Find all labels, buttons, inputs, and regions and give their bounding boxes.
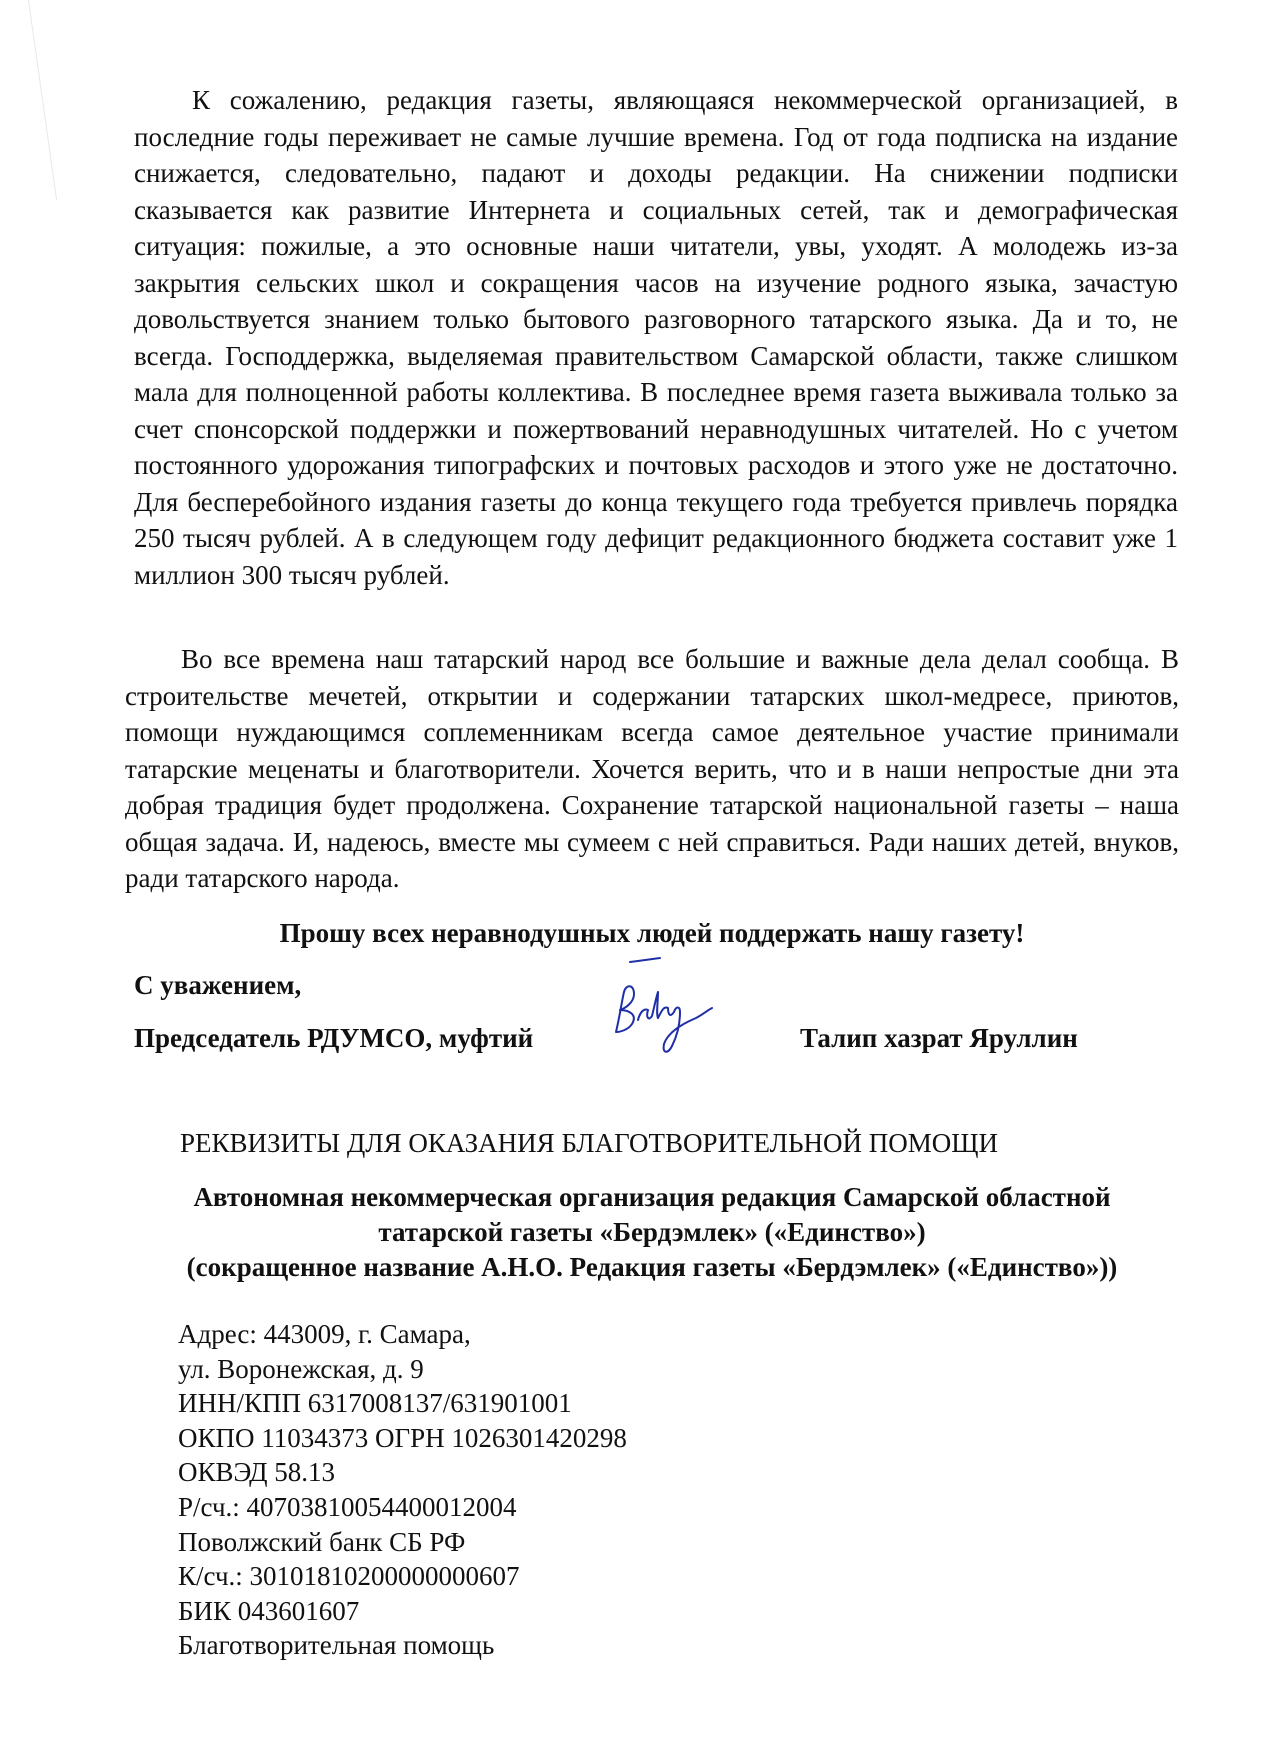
organization-short-name: (сокращенное название А.Н.О. Редакция газеты «Бердэмлек» («Единство»)) [186, 1252, 1118, 1282]
closing-regards: С уважением, [134, 970, 302, 1000]
bik: БИК 043601607 [178, 1595, 360, 1626]
correspondent-account: К/сч.: 30101810200000000607 [178, 1561, 520, 1592]
organization-name-line: Автономная некоммерческая организация редакция Самарской областной [193, 1182, 1111, 1212]
paragraph-funding-situation: К сожалению, редакция газеты, являющаяся некоммерческой организацией, в последние годы переживает не самые лучшие времена. Год от года подписка на издание снижается, следовательно, падают и доходы редакции. На снижении подписки сказывается как развитие Интернета и социальных сетей, так и демографическая ситуация: пожилые, а это основные наши читатели, увы, уходят. А молодежь из-за закрытия сельских школ и сокращения часов на изучение родного языка, зачастую довольствуется знанием только бытового разговорного татарского языка. Да и то, не всегда. Господдержка, выделяемая правительством Самарской области, также слишком мала для полноценной работы коллектива. В последнее время газета выживала только за счет спонсорской поддержки и пожертвований неравнодушных читателей. Но с учетом постоянного удорожания типографских и почтовых расходов и этого уже не достаточно. Для бесперебойного издания газеты до конца текущего года требуется привлечь порядка 250 тысяч рублей. А в следующем году дефицит редакционного бюджета составит уже 1 миллион 300 тысяч рублей. [134, 85, 1178, 590]
signer-title: Председатель РДУМСО, муфтий [134, 1023, 534, 1053]
okpo-ogrn: ОКПО 11034373 ОГРН 1026301420298 [178, 1422, 627, 1453]
paragraph-tradition-appeal: Во все времена наш татарский народ все большие и важные дела делал сообща. В строительстве мечетей, открытии и содержании татарских школ-медресе, приютов, помощи нуждающимся соплеменникам всегда самое деятельное участие принимали татарские меценаты и благотворители. Хочется верить, что и в наши непростые дни эта добрая традиция будет продолжена. Сохранение татарской национальной газеты – наша общая задача. И, надеюсь, вместе мы сумеем с ней справиться. Ради наших детей, внуков, ради татарского народа. [125, 644, 1179, 893]
payment-purpose: Благотворительная помощь [178, 1630, 495, 1661]
organization-name-block [125, 1180, 1179, 1285]
okved: ОКВЭД 58.13 [178, 1457, 335, 1488]
address-line: Адрес: 443009, г. Самара, [178, 1319, 471, 1349]
inn-kpp: ИНН/КПП 6317008137/631901001 [178, 1388, 572, 1419]
bank-name: Поволжский банк СБ РФ [178, 1526, 466, 1557]
organization-name-line: татарской газеты «Бердэмлек» («Единство») [378, 1217, 926, 1247]
scan-edge-mark [28, 0, 117, 200]
signer-name: Талип хазрат Яруллин [800, 1023, 1078, 1053]
address-street: ул. Воронежская, д. 9 [178, 1353, 424, 1384]
bank-details-block [178, 1317, 627, 1663]
handwritten-signature [598, 950, 733, 1060]
settlement-account: Р/сч.: 40703810054400012004 [178, 1491, 517, 1522]
support-appeal: Прошу всех неравнодушных людей поддержать нашу газету! [279, 918, 1025, 948]
requisites-heading: РЕКВИЗИТЫ ДЛЯ ОКАЗАНИЯ БЛАГОТВОРИТЕЛЬНОЙ ПОМОЩИ [180, 1128, 998, 1158]
